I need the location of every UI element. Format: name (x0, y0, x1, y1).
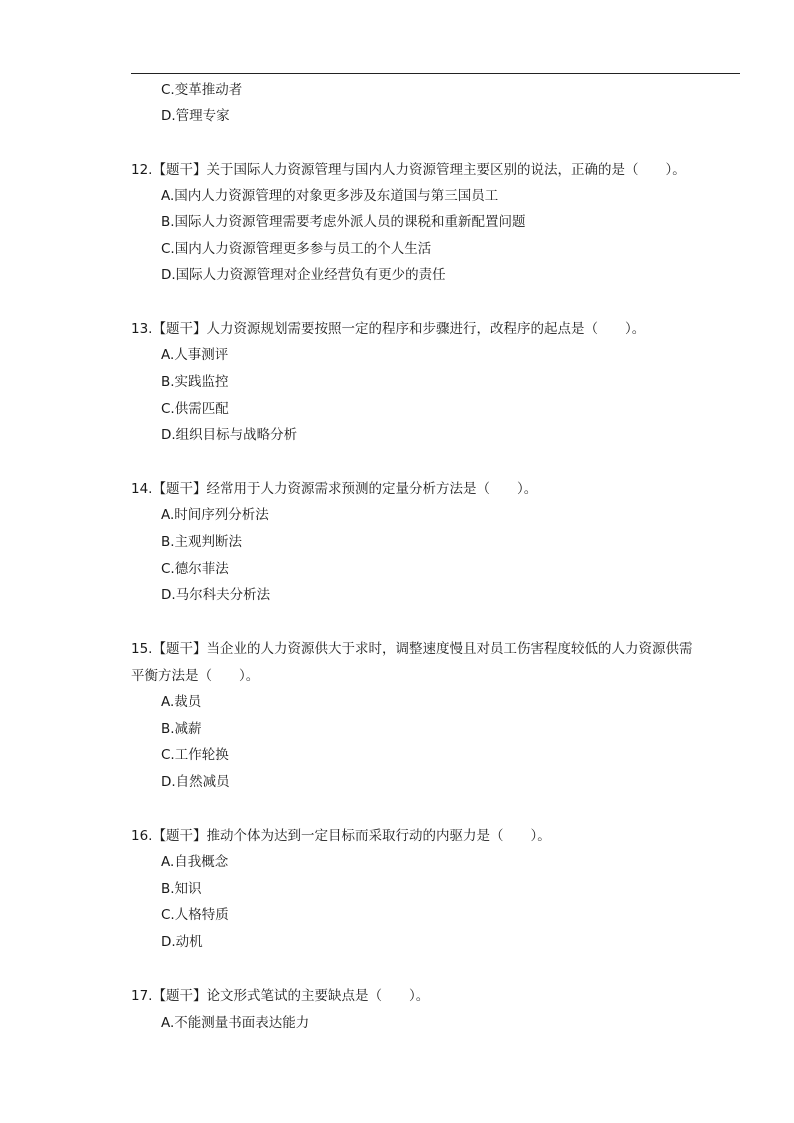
question-16-stem: 16.【题干】推动个体为达到一定目标而采取行动的内驱力是（ ）。 (131, 828, 551, 844)
question-12-option-d: D.国际人力资源管理对企业经营负有更少的责任 (161, 267, 446, 283)
question-14-option-a: A.时间序列分析法 (161, 507, 269, 523)
question-15-option-c: C.工作轮换 (161, 747, 229, 763)
question-16-option-d: D.动机 (161, 934, 203, 950)
question-12-option-c: C.国内人力资源管理更多参与员工的个人生活 (161, 241, 432, 257)
question-13-option-b: B.实践监控 (161, 374, 229, 390)
question-16-option-c: C.人格特质 (161, 907, 229, 923)
option-d-prev: D.管理专家 (161, 108, 230, 124)
question-15-stem-line-1: 15.【题干】当企业的人力资源供大于求时，调整速度慢且对员工伤害程度较低的人力资源供需 (131, 641, 693, 657)
question-16-option-b: B.知识 (161, 881, 202, 897)
question-14-option-d: D.马尔科夫分析法 (161, 587, 271, 603)
question-13-option-a: A.人事测评 (161, 347, 229, 363)
question-12-option-b: B.国际人力资源管理需要考虑外派人员的课税和重新配置问题 (161, 214, 526, 230)
question-16-option-a: A.自我概念 (161, 854, 229, 870)
question-14-stem: 14.【题干】经常用于人力资源需求预测的定量分析方法是（ ）。 (131, 481, 538, 497)
question-13-stem: 13.【题干】人力资源规划需要按照一定的程序和步骤进行，改程序的起点是（ ）。 (131, 321, 646, 337)
question-17-option-a: A.不能测量书面表达能力 (161, 1015, 310, 1031)
question-17-stem: 17.【题干】论文形式笔试的主要缺点是（ ）。 (131, 988, 430, 1004)
question-13-option-c: C.供需匹配 (161, 401, 229, 417)
question-13-option-d: D.组织目标与战略分析 (161, 427, 298, 443)
question-15-option-a: A.裁员 (161, 694, 202, 710)
question-14-option-b: B.主观判断法 (161, 534, 243, 550)
question-15-stem-line-2: 平衡方法是（ ）。 (131, 668, 260, 684)
option-c-prev: C.变革推动者 (161, 82, 243, 98)
question-15-option-d: D.自然减员 (161, 774, 230, 790)
header-rule (131, 73, 740, 74)
question-15-option-b: B.减薪 (161, 721, 202, 737)
question-14-option-c: C.德尔菲法 (161, 561, 229, 577)
question-12-stem: 12.【题干】关于国际人力资源管理与国内人力资源管理主要区别的说法，正确的是（ ）。 (131, 162, 686, 178)
question-12-option-a: A.国内人力资源管理的对象更多涉及东道国与第三国员工 (161, 188, 499, 204)
